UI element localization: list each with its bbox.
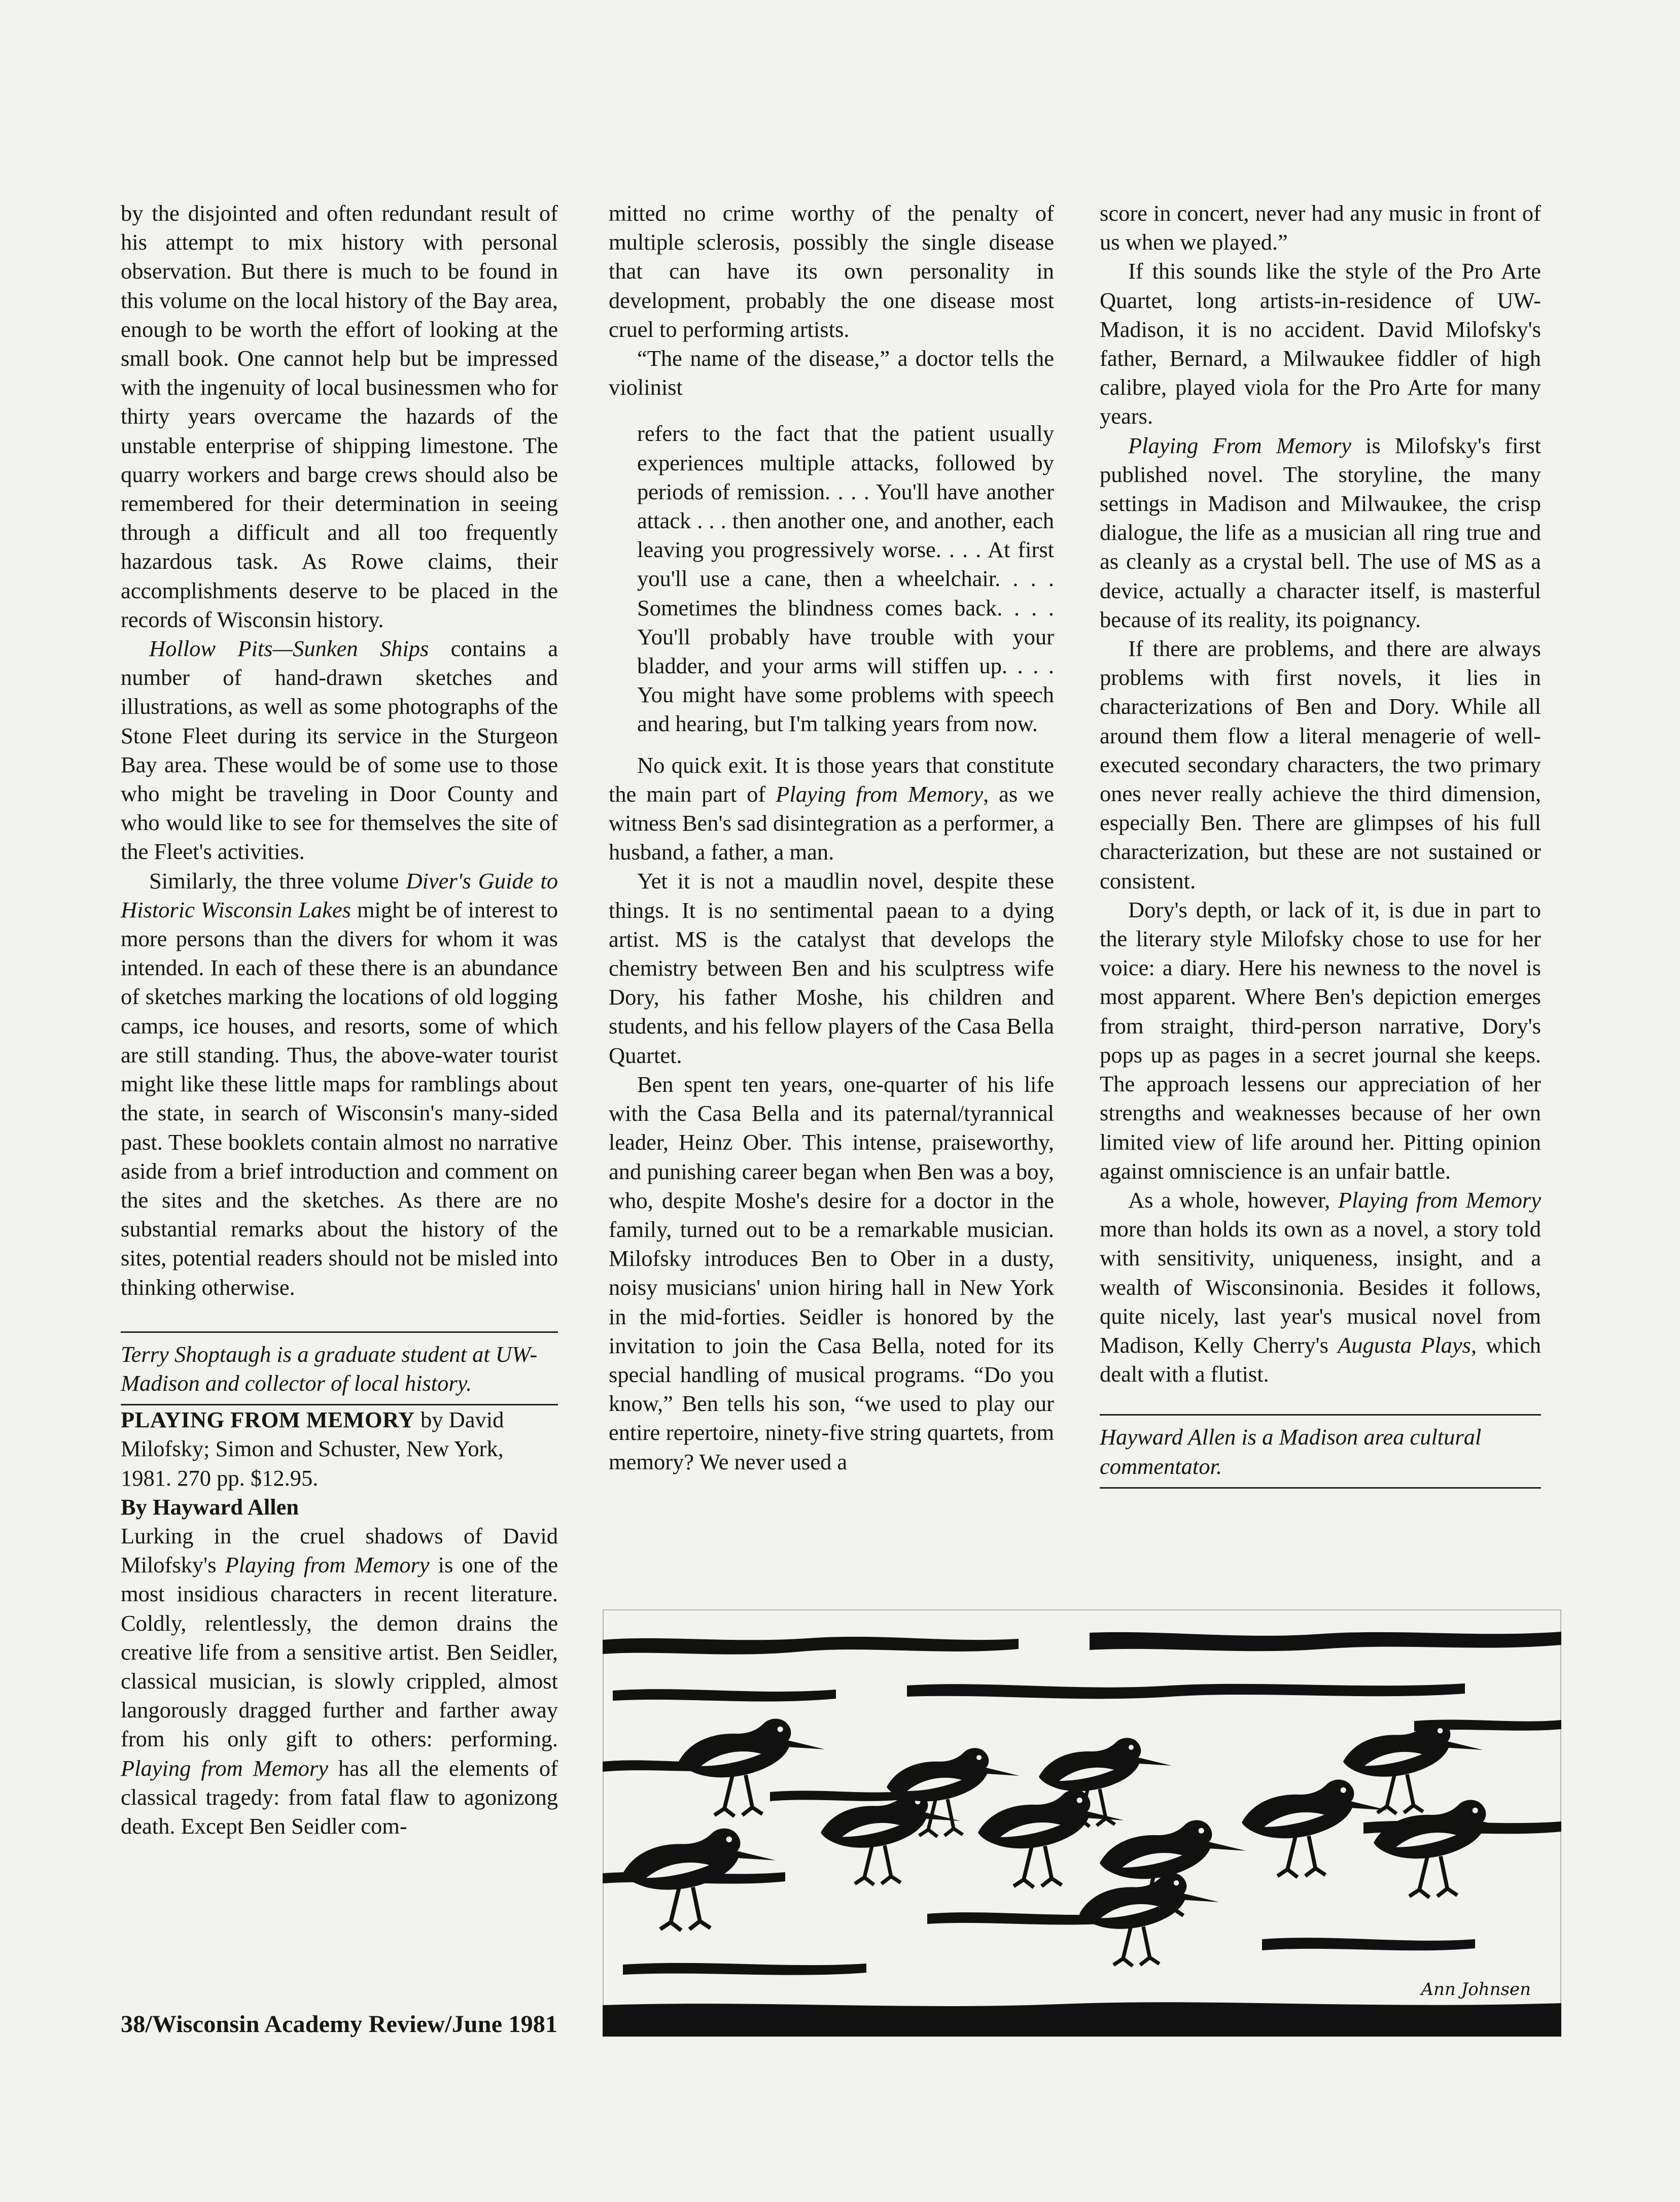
paragraph: Yet it is not a maudlin novel, despite these things. It is no sentimental paean to a dying artist. MS is the catalyst that develops the chemistry between Ben and his sculptress wife Dory, his father Moshe, his children and students, and his fellow players of the Casa Bella Quartet. [609,868,1054,1068]
paragraph: No quick exit. It is those years that constitute the main part of Playing from Memory, as we witness Ben's sad disintegration as a performer, a husband, a father, a man. [609,752,1054,865]
book-title: Diver's Guide to Historic Wisconsin Lakes [121,868,558,922]
paragraph: Playing From Memory is Milofsky's first published novel. The storyline, the many settings in Madison and Milwaukee, the crisp dialogue, the life as a musician all ring true and as cleanly as a crystal bell. The use of MS as a device, actually a character itself, is masterful because of its reality, its poignancy. [1100,432,1541,632]
paragraph: If this sounds like the style of the Pro Arte Quartet, long artists-in-residence of UW-Madison, it is no accident. David Milofsky's father, Bernard, a Milwaukee fiddler of high calibre, played viola for the Pro Arte for many years. [1100,258,1541,429]
book-title: Playing from Memory [121,1755,328,1781]
paragraph: score in concert, never had any music in front of us when we played.” [1100,200,1541,255]
contributor-note: Hayward Allen is a Madison area cultural commentator. [1100,1424,1482,1479]
byline: By Hayward Allen [121,1494,299,1520]
paragraph: If there are problems, and there are always problems with first novels, it lies in characterizations of Ben and Dory. While all around them flow a literal menagerie of well-executed secondary characters, the two primary ones never really achieve the third dimension, especially Ben. There are glimpses of his full characterization, but these are not sustained or consistent. [1100,636,1541,893]
paragraph: by the disjointed and often redundant result of his attempt to mix history with personal observation. But there is much to be found in this volume on the local history of the Bay area, enough to be worth the effort of looking at the small book. One cannot help but be impressed with the ingenuity of local businessmen who for thirty years overcame the hazards of the unstable enterprise of shipping limestone. The quarry workers and barge crews should also be remembered for their determination in seeing through a difficult and all too frequently hazardous task. As Rowe claims, their accomplishments deserve to be placed in the records of Wisconsin history. [121,200,558,632]
book-title: Playing from Memory [776,781,984,807]
paragraph: Ben spent ten years, one-quarter of his life with the Casa Bella and its paternal/tyrannical leader, Heinz Ober. This intense, praiseworthy, and punishing career began when Ben was a boy, who, despite Moshe's desire for a doctor in the family, turned out to be a remarkable musician. Milofsky introduces Ben to Ober in a dusty, noisy musicians' union hiring hall in New York in the mid-forties. Seidler is honored by the invitation to join the Casa Bella, noted for its special handling of musical programs. “Do you know,” Ben tells his son, “we used to play our entire repertoire, ninety-five string quartets, from memory? We never used a [609,1071,1054,1474]
review-heading: PLAYING FROM MEMORY by David Milofsky; Simon and Schuster, New York, 1981. 270 pp. $12.95. [121,1407,504,1491]
book-title: Playing From Memory [1128,432,1351,458]
book-title: Playing from Memory [225,1552,430,1578]
paragraph: “The name of the disease,” a doctor tells the violinist [609,346,1054,400]
book-title: Hollow Pits—Sunken Ships [149,636,429,662]
column-middle [609,199,1054,1476]
book-title: Playing from Memory [1338,1187,1541,1213]
column-right [1100,199,1541,1489]
paragraph: Lurking in the cruel shadows of David Milofsky's Playing from Memory is one of the most insidious characters in recent literature. Coldly, relentlessly, the demon drains the creative life from a sensitive artist. Ben Seidler, classical musician, is slowly crippled, almost langorously dragged further and farther away from his only gift to others: performing. Playing from Memory has all the elements of classical tragedy: from fatal flaw to agonizong death. Except Ben Seidler com- [121,1523,558,1839]
artist-signature: Ann Johnsen [1421,1979,1531,2000]
paragraph: mitted no crime worthy of the penalty of multiple sclerosis, possibly the single disease that can have its own personality in development, probably the one disease most cruel to performing artists. [609,200,1054,342]
page-footer: 38/Wisconsin Academy Review/June 1981 [121,2011,558,2038]
paragraph: Dory's depth, or lack of it, is due in part to the literary style Milofsky chose to use for her voice: a diary. Here his newness to the novel is most apparent. Where Ben's depiction emerges from straight, third-person narrative, Dory's pops up as pages in a secret journal she keeps. The approach lessens our appreciation of her strengths and weaknesses because of her own limited view of life around her. Pitting opinion against omniscience is an unfair battle. [1100,897,1541,1184]
paragraph: Similarly, the three volume Diver's Guide to Historic Wisconsin Lakes might be of interest to more persons than the divers for whom it was intended. In each of these there is an abundance of sketches marking the locations of old logging camps, ice houses, and resorts, some of which are still standing. Thus, the above-water tourist might like these little maps for ramblings about the state, in search of Wisconsin's many-sided past. These booklets contain almost no narrative aside from a brief introduction and comment on the sites and the sketches. As there are no substantial remarks about the history of the sites, potential readers should not be misled into thinking otherwise. [121,868,558,1300]
book-title: Augusta Plays [1338,1332,1471,1358]
sandpiper-woodcut-illustration [603,1609,1561,2037]
contributor-note: Terry Shoptaugh is a graduate student at UW-Madison and collector of local history. [121,1341,538,1396]
paragraph: Hollow Pits—Sunken Ships contains a number of hand-drawn sketches and illustrations, as well as some photographs of the Stone Fleet during its service in the Sturgeon Bay area. These would be of some use to those who might be traveling in Door County and who would like to see for themselves the site of the Fleet's activities. [121,636,558,865]
block-quote: refers to the fact that the patient usually experiences multiple attacks, followed by periods of remission. . . . You'll have another attack . . . then another one, and another, each leaving you progressively worse. . . . At first you'll use a cane, then a wheelchair. . . . Sometimes the blindness comes back. . . . You'll probably have trouble with your bladder, and your arms will stiffen up. . . . You might have some problems with speech and hearing, but I'm talking years from now. [637,421,1054,737]
review-title: PLAYING FROM MEMORY [121,1407,415,1433]
column-left [121,199,558,1841]
divider [1100,1487,1541,1489]
paragraph: As a whole, however, Playing from Memory more than holds its own as a novel, a story told with sensitivity, uniqueness, insight, and a wealth of Wisconsinonia. Besides it follows, quite nicely, last year's musical novel from Madison, Kelly Cherry's Augusta Plays, which dealt with a flutist. [1100,1187,1541,1387]
